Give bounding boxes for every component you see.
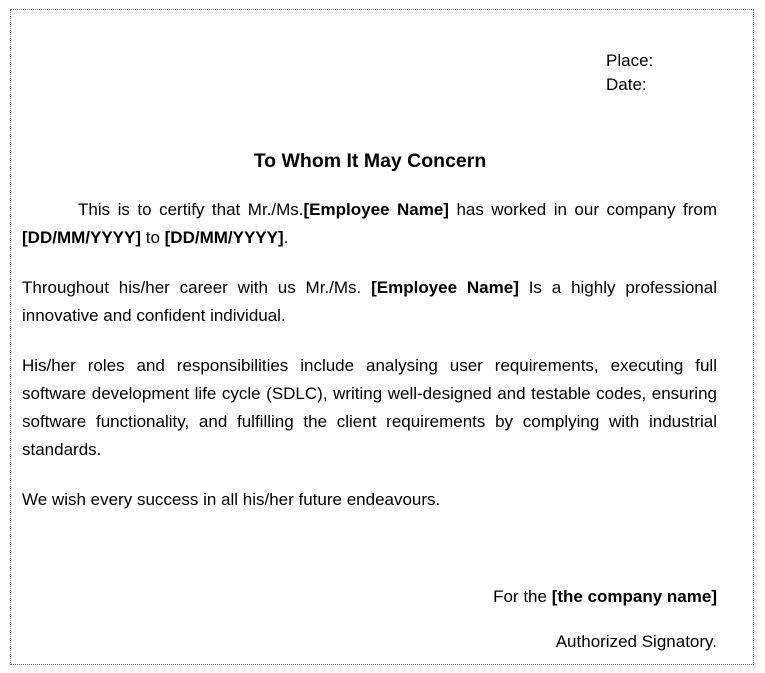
- for-the-text: For the: [493, 587, 552, 606]
- place-date-block: [606, 49, 653, 97]
- employee-name-placeholder-2: [Employee Name]: [371, 278, 519, 297]
- certification-paragraph: [22, 196, 717, 252]
- career-text: Throughout his/her career with us Mr./Ms.: [22, 278, 372, 297]
- worked-text: has worked in our company from: [448, 200, 717, 219]
- authorized-signatory: Authorized Signatory.: [555, 632, 717, 651]
- company-line: [493, 584, 717, 610]
- letter-title: To Whom It May Concern: [253, 150, 487, 172]
- qualities-text: Is a highly professional innovative and confident individual.: [22, 278, 717, 325]
- wishes-paragraph: We wish every success in all his/her future endeavours.: [22, 490, 441, 509]
- end-date-placeholder: [DD/MM/YYYY]: [164, 228, 284, 247]
- responsibilities-paragraph: His/her roles and responsibilities include analysing user requirements, executing full software development life cycle (SDLC), writing well-designed and testable codes, ensuring software functionality, and fulfilling the client requirements by complying with industrial standards.: [22, 356, 717, 459]
- period-text: .: [283, 228, 289, 247]
- date-label: Date:: [606, 75, 647, 94]
- company-name-placeholder: [the company name]: [551, 587, 717, 606]
- career-paragraph: [22, 274, 717, 330]
- employee-name-placeholder: [Employee Name]: [303, 200, 449, 219]
- document-border: [10, 9, 754, 665]
- place-label: Place:: [606, 51, 654, 70]
- start-date-placeholder: [DD/MM/YYYY]: [22, 228, 141, 247]
- certify-text: This is to certify that Mr./Ms.: [78, 200, 304, 219]
- to-text: to: [141, 228, 165, 247]
